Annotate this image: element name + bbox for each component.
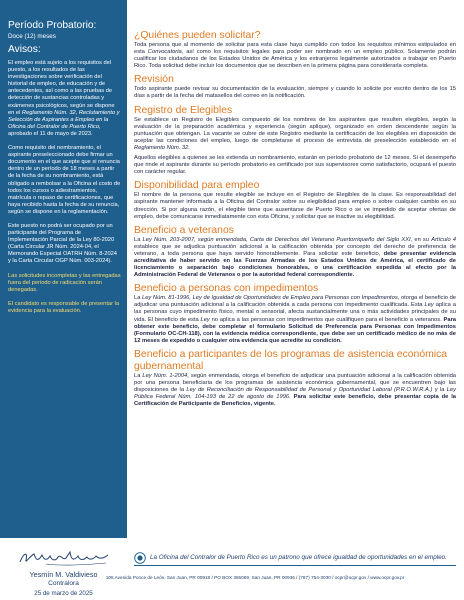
impairment-benefit-title: Beneficio a personas con impedimentos: [134, 283, 319, 295]
signatory-name: Yesmín M. Valdivieso: [29, 570, 98, 579]
sidebar: [0, 0, 127, 538]
equal-opportunity-motto: La Oficina del Contralor de Puerto Rico es un patrono que ofrece igualdad de oportunidades en el empleo.: [150, 554, 447, 561]
footer-divider: [134, 565, 456, 566]
veterans-benefit-text: La Ley Núm. 203-2007, según enmendada, Carta de Derechos del Veterano Puertorriqueño del Siglo XXI, en su Artículo 4 establece que se adjudica puntuación adicional a la calificación obtenida por concepto del derecho de preferencia de veterano, a toda persona que haya servido honorablemente. Para solicitar este beneficio, debe presentar evidencia acreditativa de haber servido en las Fuerzas Armadas de los Estados Unidos de América, el certificado de licenciamiento o separación bajo condiciones honorables, o una certificación expedida al efecto por la Administración Federal de Veteranos o por la autoridad federal correspondiente.: [134, 236, 457, 279]
who-can-apply-title: ¿Quiénes pueden solicitar?: [134, 30, 261, 41]
signature-date: 25 de marzo de 2025: [34, 590, 93, 597]
eligibility-registry-title: Registro de Elegibles: [134, 104, 233, 116]
notice-candidate-evidence: El candidato es responsable de presentar la evidencia para la evaluación.: [8, 300, 119, 314]
main-content: [134, 30, 456, 408]
review-title: Revisión: [134, 74, 174, 86]
review-text: Todo aspirante puede revisar su documentación de la evaluación, siempre y cuando lo solicite por escrito dentro de los 15 días a partir de la fecha del matasellos del correo en la notificación.: [134, 86, 456, 100]
probation-period-value: Doce (12) meses: [8, 33, 56, 40]
notices-title: Avisos:: [8, 44, 41, 55]
signature-block: [0, 540, 127, 600]
notice-employment-requirements: El empleo está sujeto a los requisitos del puesto, a los resultados de las investigaciones sobre verificación del historial de empleo, de educación y de antecedentes, así como a las pruebas de detección de sustancias controladas y exámenes psicológicos, según se dispone en el Reglamento Núm. 32, Reclutamiento y Selección de Aspirantes a Empleo en la Oficina del Contralor de Puerto Rico, aprobado el 11 de mayo de 2023.: [8, 60, 120, 137]
comptroller-seal-icon: [134, 552, 146, 564]
probation-text: Aquellos elegibles a quienes se les extienda un nombramiento, estarán en período probatorio de 12 meses. Si el desempeño que rinde el aspirante durante su período probatorio es certificado por sus supervisores como satisfactorio, ocupará el puesto con carácter regular.: [134, 155, 456, 176]
handwritten-signature: [16, 548, 112, 568]
assistance-benefit-title: Beneficio a participantes de los programas de asistencia económica gubernamental: [134, 348, 448, 372]
veterans-benefit-title: Beneficio a veteranos: [134, 224, 234, 236]
availability-title: Disponibilidad para empleo: [134, 180, 260, 192]
availability-text: El nombre de la persona que resulte elegible se incluye en el Registro de Elegibles de la clase. Es responsabilidad del aspirante mantener informada a la Oficina del Contralor sobre su elegibilidad para empleo o sobre cualquier cambio en su dirección. Si por alguna razón, el elegible tiene que ausentarse de Puerto Rico o se ve impedido de aceptar ofertas de empleo, debe comunicarse inmediatamente con esta Oficina, y solicitar que se inactive su elegibilidad.: [134, 192, 456, 220]
who-can-apply-text: Toda persona que al momento de solicitar para esta clase haya cumplido con todos los requisitos mínimos estipulados en esta Convocatoria, así como los requisitos legales para poder ser nombrado en un empleo público. Solamente podrán cualificar los ciudadanos de los Estados Unidos de América y los extranjeros legalmente autorizados a trabajar en Puerto Rico. Toda solicitud debe incluir los documentos que se describen en la primera página para considerarla completa.: [134, 42, 456, 70]
notice-law-80-2020: Este puesto no podrá ser ocupado por un participante del Programa de Implementación Parcial de la Ley 80-2020 (Carta Circular JR Núm. 2024-04, el Memorando Especial OATRH Núm. 8-2024 y la Carta Circular OGP Núm. 003-2024).: [8, 222, 117, 265]
probation-period-title: Período Probatorio:: [8, 20, 97, 31]
assistance-benefit-text: La Ley Núm. 1-2004, según enmendada, otorga el beneficio de adjudicar una puntuación adicional a la calificación obtenida por una persona beneficiaria de los programas de asistencia económica gubernamental, que se encuentren bajo las disposiciones de la Ley de Reconciliación de Responsabilidad de Personal y Oportunidad Laboral (P.R.O.W.R.A.) y la Ley Pública Federal Núm. 104-193 de 22 de agosto de 1996. Para solicitar este beneficio, debe presentar copia de la Certificación de Participante de Beneficios, vigente.: [134, 372, 456, 408]
signatory-role: Contralora: [48, 580, 79, 587]
notice-incomplete-applications: Las solicitudes incompletas y las entregadas fuera del periodo de radicación serán denegadas.: [8, 272, 121, 293]
notice-resignation-reimbursement: Como requisito del nombramiento, el aspirante preseleccionado debe firmar un documento en el que acepte que si renuncia dentro de un período de 18 meses a partir de la fecha de su nombramiento, está obligado a rembolsar a la Oficina el costo de todos los cursos o adiestramientos, matrícula o repaso de certificaciones, que haya recibido hasta la fecha de su renuncia, según se dispone en la reglamentación.: [8, 145, 121, 215]
eligibility-registry-text: Se establece un Registro de Elegibles compuesto de los nombres de los aspirantes que resulten elegibles, según la evaluación de la preparación académica y experiencia (según aplique), organizado en orden descendente según la puntuación que obtengan. La vacante se cubre de este Registro mediante la certificación de los elegibles en disposición de aceptar las condiciones del empleo, luego de completarse el proceso de entrevista de preselección establecido en el Reglamento Núm. 32.: [134, 116, 456, 151]
impairment-benefit-text: La Ley Núm. 81-1996, Ley de Igualdad de Oportunidades de Empleo para Personas con Impedimentos, otorga el beneficio de adjudicar una puntuación adicional a la calificación obtenida a cada persona con impedimento cualificada. Esta Ley aplica a las personas cuyo impedimento físico, mental o sensorial, afecta sustancialmente una o más actividades principales de su vida. El beneficio de esta Ley no aplica a las personas con impedimentos que cualifiquen para el beneficio a veteranos. Para obtener este beneficio, debe completar el formulario Solicitud de Preferencia para Personas con Impedimentos (Formulario OC-CH-118), con la evidencia médica correspondiente, que debe ser un certificado médico de no más de 12 meses de expedido o cualquier otra evidencia que acredite su condición.: [134, 295, 457, 344]
footer-address: 105 Avenida Ponce de León, San Juan, PR 00918 / PO BOX 366069, San Juan, PR 00936 / (787) 754-3030 / ocpr@ocpr.gov / www.ocpr.gov.pr: [105, 575, 405, 580]
